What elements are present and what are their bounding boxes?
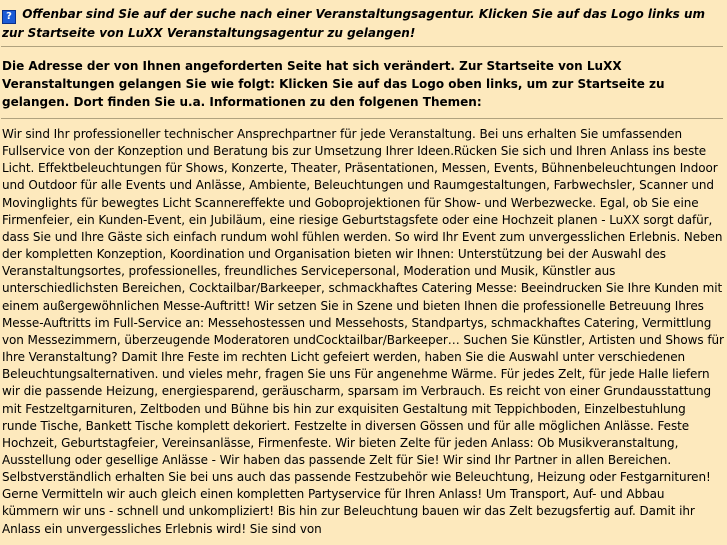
redirect-heading: Die Adresse der von Ihnen angeforderten Seite hat sich verändert. Zur Startseite von LuXX Veranstaltungen gelangen Sie wie folgt: Klicken Sie auf das Logo oben links, um zur Startseite zu gelangen. Dort finden Sie u.a. Informationen zu den folgenen Themen: bbox=[2, 59, 665, 109]
notice-text: Offenbar sind Sie auf der suche nach einer Veranstaltungsagentur. Klicken Sie auf das Logo links um zur Startseite von LuXX Veranstaltungsagentur zu gelangen! bbox=[2, 7, 706, 40]
topics-text: Wir sind Ihr professioneller technischer Ansprechpartner für jede Veranstaltung. Bei uns erhalten Sie umfassenden Fullservice von der Konzeption und Beratung bis zur Umsetzung Ihrer Ideen.Rücken Sie sich und Ihren Anlass ins beste Licht. Effektbeleuchtungen für Shows, Konzerte, Theater, Präsentationen, Messen, Events, Bühnenbeleuchtungen Indoor und Outdoor für alle Events und Anlässe, Ambiente, Beleuchtungen und Raumgestaltungen, Farbwechsler, Scanner und Movinglights für bewegtes Licht Scannereffekte und Goboprojektionen für Show- und Werbezwecke. Egal, ob Sie eine Firmenfeier, ein Kunden-Event, ein Jubiläum, eine riesige Geburtstagsfete oder eine Hochzeit planen - LuXX sorgt dafür, dass Sie und Ihre Gäste sich einfach rundum wohl fühlen werden. So wird Ihr Event zum unvergesslichen Erlebnis. Neben der kompletten Konzeption, Koordination und Organisation bieten wir Ihnen: Unterstützung bei der Auswahl des Veranstaltungsortes, professionelles, freundliches Servicepersonal, Moderation und Musik, Künstler aus unterschiedlichsten Bereichen, Cocktailbar/Barkeeper, schmackhaftes Catering Messe: Beeindrucken Sie Ihre Kunden mit einem außergewöhnlichen Messe-Auftritt! Wir setzen Sie in Szene und bieten Ihnen die professionelle Betreuung Ihres Messe-Auftritts im Full-Service an: Messehostessen und Messehosts, Standpartys, schmackhaftes Catering, Vermittlung von Messezimmern, überzeugende Moderatoren undCocktailbar/Barkeeper… Suchen Sie Künstler, Artisten und Shows für Ihre Veranstaltung? Damit Ihre Feste im rechten Licht gefeiert werden, haben Sie die Auswahl unter verschiedenen Beleuchtungsalternativen. und vieles mehr, fragen Sie uns Für angenehme Wärme. Für jedes Zelt, für jede Halle liefern wir die passende Heizung, energiesparend, geräuscharm, sparsam im Verbrauch. Es reicht von einer Grundausstattung mit Festzeltgarnituren, Zeltboden und Bühne bis hin zur exquisiten Gestaltung mit Teppichboden, Einzelbestuhlung runde Tische, Bankett Tische komplett dekoriert. Festzelte in diversen Gössen und für alle möglichen Anlässe. Feste Hochzeit, Geburtstagfeier, Vereinsanlässe, Firmenfeste. Wir bieten Zelte für jeden Anlass: Ob Musikveranstaltung, Ausstellung oder gesellige Anlässe - Wir haben das passende Zelt für Sie! Wir sind Ihr Partner in allen Bereichen. Selbstverständlich erhalten Sie bei uns auch das passende Festzubehör wie Beleuchtung, Heizung oder Festgarnituren! Gerne Vermitteln wir auch gleich einen kompletten Partyservice für Ihren Anlass! Um Transport, Auf- und Abbau kümmern wir uns - schnell und unkompliziert! Bis hin zur Beleuchtung bauen wir das Zelt bezugsfertig auf. Damit ihr Anlass ein unvergessliches Erlebnis wird! Sie sind von bbox=[2, 127, 724, 536]
help-icon: ? bbox=[2, 10, 16, 24]
notice bbox=[1, 0, 723, 46]
